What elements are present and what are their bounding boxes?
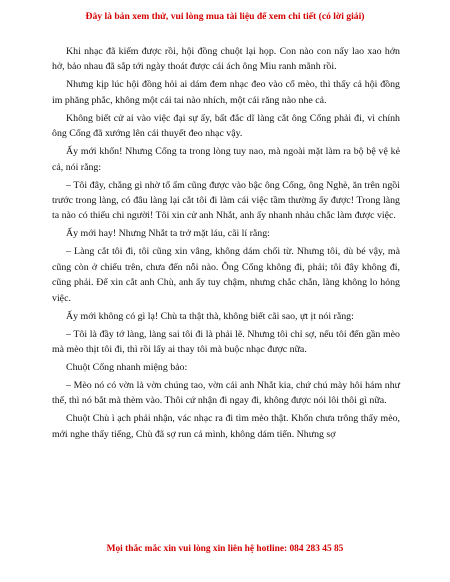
preview-notice: Đây là bản xem thử, vui lòng mua tài liệu để xem chi tiết (có lời giải) bbox=[85, 11, 365, 22]
paragraph: – Tôi đây, chẳng gì nhờ tổ ấm cũng được vào bậc ông Cống, ông Nghè, ăn trên ngồi trước trong làng, có đâu làng lại cắt tôi đi làm cái việc tầm thường ấy được! Trong làng ta nào có thiếu chi người! Tôi xin cử anh Nhắt, anh ấy nhanh nhảu chắc làm được việc. bbox=[52, 179, 400, 222]
paragraph: Nhưng kịp lúc hội đồng hỏi ai dám đem nhạc đeo vào cổ mèo, thì thấy cả hội đồng im phăng phắc, không một cái tai nào nhích, một cái răng nào nhe cả. bbox=[52, 79, 400, 106]
paragraph: Chuột Cống nhanh miệng bảo: bbox=[66, 362, 188, 374]
paragraph: Ấy mới hay! Nhưng Nhắt ta trở mặt láu, cãi lí rằng: bbox=[66, 228, 270, 240]
paragraph: Chuột Chù ì ạch phải nhận, vác nhạc ra đi tìm mèo thật. Khốn chưa trông thấy mèo, mới nghe thấy tiếng, Chù đã sợ run cả mình, không dám tiến. Nhưng sợ bbox=[52, 413, 400, 440]
paragraph: Ấy mới khốn! Nhưng Cống ta trong lòng tuy nao, mà ngoài mặt làm ra bộ bệ vệ kẻ cả, nói rằng: bbox=[52, 146, 400, 173]
paragraph: Ấy mới không có gì lạ! Chù ta thật thà, không biết cãi sao, ựt ịt nói rằng: bbox=[66, 310, 354, 322]
paragraph: Không biết cử ai vào việc đại sự ấy, bất đắc dĩ làng cắt ông Cống phải đi, vì chính ông Cống đã xướng lên cái thuyết đeo nhạc vậy. bbox=[52, 112, 400, 140]
paragraph: Khi nhạc đã kiếm được rồi, hội đồng chuột lại họp. Con nào con nấy lao xao hớn hở, bảo nhau đã sắp tới ngày thoát được cái ách ông Miu ranh mãnh rồi. bbox=[52, 46, 400, 73]
paragraph: – Mèo nó có vờn là vờn chúng tao, vờn cái anh Nhắt kia, chứ chú mày hôi hám như thế, thì nó bắt mà thèm vào. Thôi cứ nhận đi ngay đi, không được nói lôi thôi gì nữa. bbox=[52, 380, 400, 407]
hotline-notice: Mọi thắc mắc xin vui lòng xin liên hệ hotline: 084 283 45 85 bbox=[106, 544, 344, 554]
paragraph: – Tôi là đầy tớ làng, làng sai tôi đi là phải lẽ. Nhưng tôi chỉ sợ, nếu tôi đến gần mèo mà mèo thịt tôi đi, thì rồi lấy ai thay tôi mà buộc nhạc được nữa. bbox=[52, 328, 400, 356]
paragraph: – Làng cắt tôi đi, tôi cũng xin vâng, không dám chối từ. Nhưng tôi, dù bé vậy, mà cũng còn ở chiếu trên, chưa đến nỗi nào. Ông Cống không đi, phải; tôi đây không đi, cũng phải. Để xin cắt anh Chù, anh ấy tuy chậm, nhưng chắc chắn, làng không lo hỏng việc. bbox=[52, 246, 400, 304]
story-text bbox=[52, 44, 400, 445]
